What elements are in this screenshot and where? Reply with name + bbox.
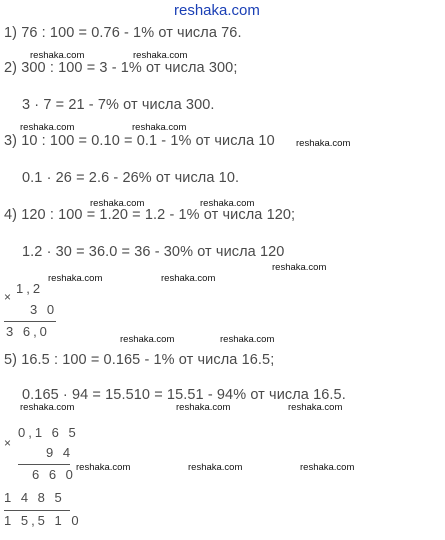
watermark: reshaka.com [176,402,231,413]
solution-line-1: 1) 76 : 100 = 0.76 - 1% от числа 76. [4,25,242,41]
watermark: reshaka.com [120,334,175,345]
solution-line-6: 4) 120 : 100 = 1.20 = 1.2 - 1% от числа 120; [4,207,296,223]
watermark: reshaka.com [296,138,351,149]
column-row: 9 4 [46,445,74,460]
column-row: 1,2 [16,281,44,296]
column-row: 3 0 [30,302,58,317]
watermark: reshaka.com [220,334,275,345]
watermark: reshaka.com [133,50,188,61]
column-row: 3 6,0 [6,324,50,339]
column-row: 6 6 0 [32,467,76,482]
watermark: reshaka.com [20,122,75,133]
column-rule [18,464,70,465]
column-rule [4,510,70,511]
watermark: reshaka.com [76,462,131,473]
watermark: reshaka.com [132,122,187,133]
solution-line-8: 5) 16.5 : 100 = 0.165 - 1% от числа 16.5; [4,352,275,368]
solution-line-7: 1.2 · 30 = 36.0 = 36 - 30% от числа 120 [22,244,285,260]
column-row: 1 4 8 5 [4,490,65,505]
watermark: reshaka.com [161,273,216,284]
multiplication-sign: × [4,436,12,450]
watermark: reshaka.com [200,198,255,209]
watermark: reshaka.com [272,262,327,273]
column-rule [4,321,56,322]
watermark: reshaka.com [48,273,103,284]
multiplication-sign: × [4,290,12,304]
site-title: reshaka.com [174,2,260,19]
watermark: reshaka.com [300,462,355,473]
watermark: reshaka.com [188,462,243,473]
solution-line-9: 0.165 · 94 = 15.510 = 15.51 - 94% от числа 16.5. [22,387,346,403]
solution-line-2: 2) 300 : 100 = 3 - 1% от числа 300; [4,60,238,76]
solution-line-4: 3) 10 : 100 = 0.10 = 0.1 - 1% от числа 10 [4,133,275,149]
watermark: reshaka.com [288,402,343,413]
column-row: 1 5,5 1 0 [4,513,82,528]
solution-line-3: 3 · 7 = 21 - 7% от числа 300. [22,97,215,113]
solution-line-5: 0.1 · 26 = 2.6 - 26% от числа 10. [22,170,240,186]
watermark: reshaka.com [90,198,145,209]
watermark: reshaka.com [20,402,75,413]
column-row: 0,1 6 5 [18,425,79,440]
watermark: reshaka.com [30,50,85,61]
